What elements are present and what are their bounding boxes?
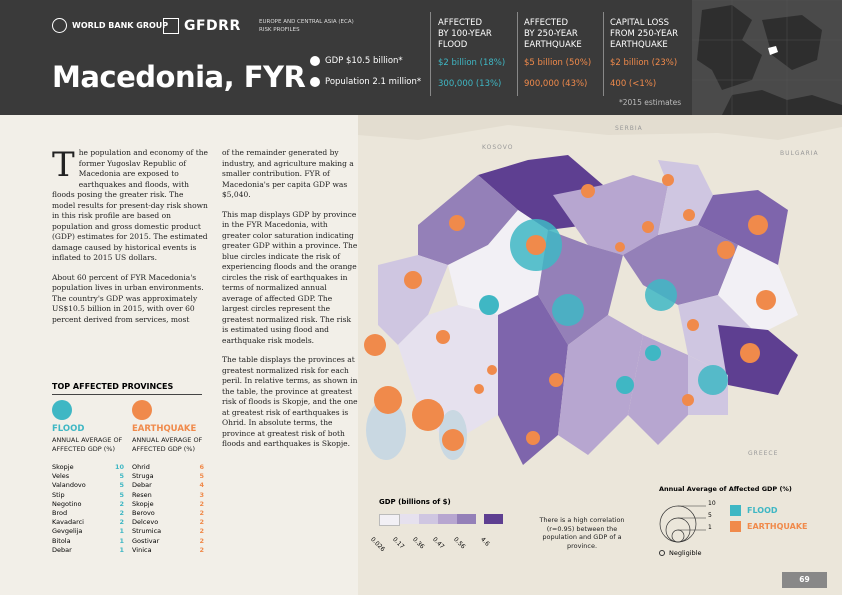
kriva-palanka-eq-circle <box>662 174 674 186</box>
column-divider <box>517 12 518 96</box>
list-item <box>132 500 204 509</box>
province-value: 1 <box>119 527 124 536</box>
list-item <box>52 463 124 472</box>
drop-cap: T <box>52 145 75 185</box>
intro-text-column <box>52 145 209 334</box>
estimates-note: *2015 estimates <box>619 98 682 107</box>
list-item <box>132 491 204 500</box>
province-value: 2 <box>199 509 204 518</box>
list-item <box>52 500 124 509</box>
aal-legend-title: Annual Average of Affected GDP (%) <box>659 485 792 493</box>
kicevo-eq-circle <box>436 330 450 344</box>
gfdrr-icon <box>163 18 179 34</box>
world-bank-logo <box>52 18 168 33</box>
column-pop-value: 400 (<1%) <box>610 79 657 89</box>
aal-size-legend <box>656 500 726 550</box>
intro-paragraph: he population and economy of the former Yugoslav Republic of Macedonia are exposed to earthquakes and floods, with floods posing the greater risk. The model results for present-day risk shown in this risk profile are based on population and gross domestic product (GDP) estimates for 2015. The estimated damage caused by historical events is inflated to 2015 US dollars. <box>52 148 208 262</box>
earthquake-province-list <box>132 463 204 555</box>
gdp-tick: 4.6 <box>479 536 491 548</box>
list-item <box>132 537 204 546</box>
map-text-column <box>222 148 358 459</box>
province-name: Vinica <box>132 545 152 554</box>
bulgaria-label: BULGARIA <box>780 150 819 157</box>
list-item <box>52 481 124 490</box>
earthquake-key-label: EARTHQUAKE <box>747 522 808 531</box>
province-name: Debar <box>132 481 152 490</box>
flood-province-list <box>52 463 124 555</box>
gevgelija-eq-circle <box>682 394 694 406</box>
province-value: 3 <box>199 490 204 499</box>
province-name: Brod <box>52 509 68 518</box>
province-name: Struga <box>132 472 154 481</box>
earthquake-label: EARTHQUAKE <box>132 424 197 434</box>
resen-eq-circle <box>442 429 464 451</box>
province-value: 2 <box>199 499 204 508</box>
greece-label: GREECE <box>748 450 779 457</box>
province-value: 5 <box>199 472 204 481</box>
column-title: AFFECTED BY 100-YEAR FLOOD <box>438 18 492 50</box>
province-value: 2 <box>119 509 124 518</box>
earthquake-subtitle: ANNUAL AVERAGE OF AFFECTED GDP (%) <box>132 436 203 453</box>
province-name: Strumica <box>132 527 162 536</box>
top-provinces-title: TOP AFFECTED PROVINCES <box>52 382 174 391</box>
column-divider <box>430 12 431 96</box>
kosovo-label: KOSOVO <box>482 144 514 151</box>
top-affected-provinces <box>52 382 202 395</box>
tetovo-eq-circle <box>449 215 465 231</box>
gdp-legend-title: GDP (billions of $) <box>379 498 451 506</box>
flood-subtitle: ANNUAL AVERAGE OF AFFECTED GDP (%) <box>52 436 123 453</box>
scale-swatch <box>419 514 438 524</box>
flood-key-label: FLOOD <box>747 506 778 515</box>
gdp-color-scale <box>379 514 503 526</box>
province-name: Berovo <box>132 509 155 518</box>
prilep-eq-circle <box>549 373 563 387</box>
kavadarci-flood-circle <box>616 376 634 394</box>
population-text: Population 2.1 million* <box>325 77 422 87</box>
province-value: 5 <box>119 481 124 490</box>
province-name: Delcevo <box>132 518 159 527</box>
list-item <box>52 546 124 555</box>
province-name: Skopje <box>132 499 154 508</box>
province-value: 5 <box>119 472 124 481</box>
column-gdp-value: $2 billion (23%) <box>610 58 678 68</box>
gdp-stat <box>310 56 403 66</box>
serbia-label: SERBIA <box>615 125 643 132</box>
province-value: 1 <box>119 545 124 554</box>
province-name: Stip <box>52 490 65 499</box>
earthquake-icon <box>132 400 152 420</box>
list-item <box>132 472 204 481</box>
earthquake-affected-column <box>524 18 592 89</box>
province-value: 2 <box>199 518 204 527</box>
province-name: Gevgelija <box>52 527 83 536</box>
list-item <box>132 509 204 518</box>
delcevo-eq-circle <box>748 215 768 235</box>
province-name: Bitola <box>52 536 71 545</box>
province-value: 2 <box>199 545 204 554</box>
aal-tick: 5 <box>708 512 712 519</box>
series-title: EUROPE AND CENTRAL ASIA (ECA) RISK PROFILES <box>259 19 354 33</box>
sveti-nikole-eq-circle <box>615 242 625 252</box>
probistip-eq-circle <box>642 221 654 233</box>
skopje-eq-circle <box>526 235 546 255</box>
aal-tick: 10 <box>708 500 716 507</box>
stip-flood-circle <box>645 279 677 311</box>
column-title: CAPITAL LOSS FROM 250-YEAR EARTHQUAKE <box>610 18 679 50</box>
demir-hisar-eq-circle <box>474 384 484 394</box>
earthquake-swatch <box>730 521 741 532</box>
locator-map-graphic <box>692 0 842 115</box>
valandovo-flood-circle <box>698 365 728 395</box>
scale-swatch <box>457 514 476 524</box>
province-value: 2 <box>119 499 124 508</box>
kocani-eq-circle <box>683 209 695 221</box>
scale-swatch <box>400 514 419 524</box>
province-value: 5 <box>119 490 124 499</box>
strumica-eq-circle <box>740 343 760 363</box>
province-name: Ohrid <box>132 463 150 471</box>
aal-tick: 1 <box>708 524 712 531</box>
page-number: 69 <box>782 572 827 588</box>
economy-continued-paragraph: of the remainder generated by industry, and agriculture making a smaller contribution. FYR of Macedonia's per capita GDP was $5,040. <box>222 148 354 199</box>
list-item <box>132 481 204 490</box>
column-pop-value: 300,000 (13%) <box>438 79 502 89</box>
province-value: 6 <box>199 463 204 471</box>
province-name: Kavadarci <box>52 518 84 527</box>
divider <box>52 394 202 395</box>
scale-swatch <box>438 514 457 524</box>
economy-paragraph: About 60 percent of FYR Macedonia's population lives in urban environments. The country's GDP was approximately US$10.5 billion in 2015, with over 60 percent derived from services, most <box>52 272 204 324</box>
capital-loss-column <box>610 18 679 89</box>
globe-icon <box>52 18 67 33</box>
gdp-text: GDP $10.5 billion* <box>325 56 403 66</box>
column-divider <box>603 12 604 96</box>
province-name: Skopje <box>52 463 74 471</box>
gdp-tick: 0.026 <box>369 536 387 554</box>
struga-eq-circle <box>374 386 402 414</box>
list-item <box>52 518 124 527</box>
scale-swatch <box>379 514 400 526</box>
veles-flood-circle <box>552 294 584 326</box>
correlation-note: There is a high correlation (r=0.95) between the population and GDP of a province. <box>539 516 625 550</box>
gdp-icon <box>310 56 320 66</box>
table-description-paragraph: The table displays the provinces at greatest normalized risk for each peril. In relative terms, as shown in the table, the province at greatest risk of floods is Skopje, and the one at greatest risk of earthquakes is Ohrid. In absolute terms, the province at greatest risk of both floods and earthquakes is Skopje. <box>222 355 358 448</box>
country-title: Macedonia, FYR <box>52 60 306 94</box>
column-gdp-value: $5 billion (50%) <box>524 58 592 68</box>
column-pop-value: 900,000 (43%) <box>524 79 588 89</box>
list-item <box>52 527 124 536</box>
province-name: Resen <box>132 490 152 499</box>
gdp-tick: 0.47 <box>431 536 446 551</box>
province-value: 4 <box>199 481 204 490</box>
population-icon <box>310 77 320 87</box>
list-item <box>132 527 204 536</box>
flood-icon <box>52 400 72 420</box>
gdp-tick: 0.36 <box>411 536 426 551</box>
debar-eq-circle <box>364 334 386 356</box>
list-item <box>132 546 204 555</box>
gdp-tick: 0.17 <box>391 536 406 551</box>
scale-swatch <box>484 514 503 524</box>
negligible-icon <box>659 550 665 556</box>
map-description-paragraph: This map displays GDP by province in the FYR Macedonia, with greater color saturation indicating greater GDP within a province. The blue circles indicate the risk of experiencing floods and the orange circles the risk of earthquakes in terms of normalized annual average of affected GDP. The largest circles represent the greatest normalized risk. The risk is estimated using flood and earthquake risk models. <box>222 209 358 345</box>
kumanovo-eq-circle <box>581 184 595 198</box>
gfdrr-logo-text: GFDRR <box>184 18 241 34</box>
province-value: 10 <box>114 463 124 471</box>
vinica-eq-circle <box>717 241 735 259</box>
brod-flood-circle <box>479 295 499 315</box>
negligible-key <box>659 549 701 557</box>
flood-swatch <box>730 505 741 516</box>
bitola-eq-circle <box>526 431 540 445</box>
negotino-flood-circle <box>645 345 661 361</box>
province-value: 1 <box>119 536 124 545</box>
gfdrr-logo <box>163 18 241 34</box>
ohrid-eq-circle <box>412 399 444 431</box>
flood-key <box>730 505 778 516</box>
earthquake-key <box>730 521 808 532</box>
province-name: Negotino <box>52 499 82 508</box>
column-title: AFFECTED BY 250-YEAR EARTHQUAKE <box>524 18 582 50</box>
province-name: Veles <box>52 472 70 481</box>
header-banner <box>0 0 842 115</box>
population-stat <box>310 77 421 87</box>
locator-minimap <box>692 0 842 115</box>
berovo-eq-circle <box>756 290 776 310</box>
province-name: Debar <box>52 545 72 554</box>
province-value: 2 <box>119 518 124 527</box>
column-gdp-value: $2 billion (18%) <box>438 58 506 68</box>
world-bank-logo-text: WORLD BANK GROUP <box>72 21 169 30</box>
list-item <box>132 518 204 527</box>
negligible-label: Negligible <box>669 549 702 557</box>
province-name: Gostivar <box>132 536 160 545</box>
gdp-tick: 0.56 <box>452 536 467 551</box>
list-item <box>52 537 124 546</box>
province-value: 2 <box>199 536 204 545</box>
province-name: Valandovo <box>52 481 86 490</box>
province-value: 2 <box>199 527 204 536</box>
krusevo-eq-circle <box>487 365 497 375</box>
gostivar-eq-circle <box>404 271 422 289</box>
flood-label: FLOOD <box>52 424 85 434</box>
list-item <box>52 472 124 481</box>
list-item <box>132 463 204 472</box>
flood-affected-column <box>438 18 506 89</box>
list-item <box>52 491 124 500</box>
radovic-eq-circle <box>687 319 699 331</box>
list-item <box>52 509 124 518</box>
